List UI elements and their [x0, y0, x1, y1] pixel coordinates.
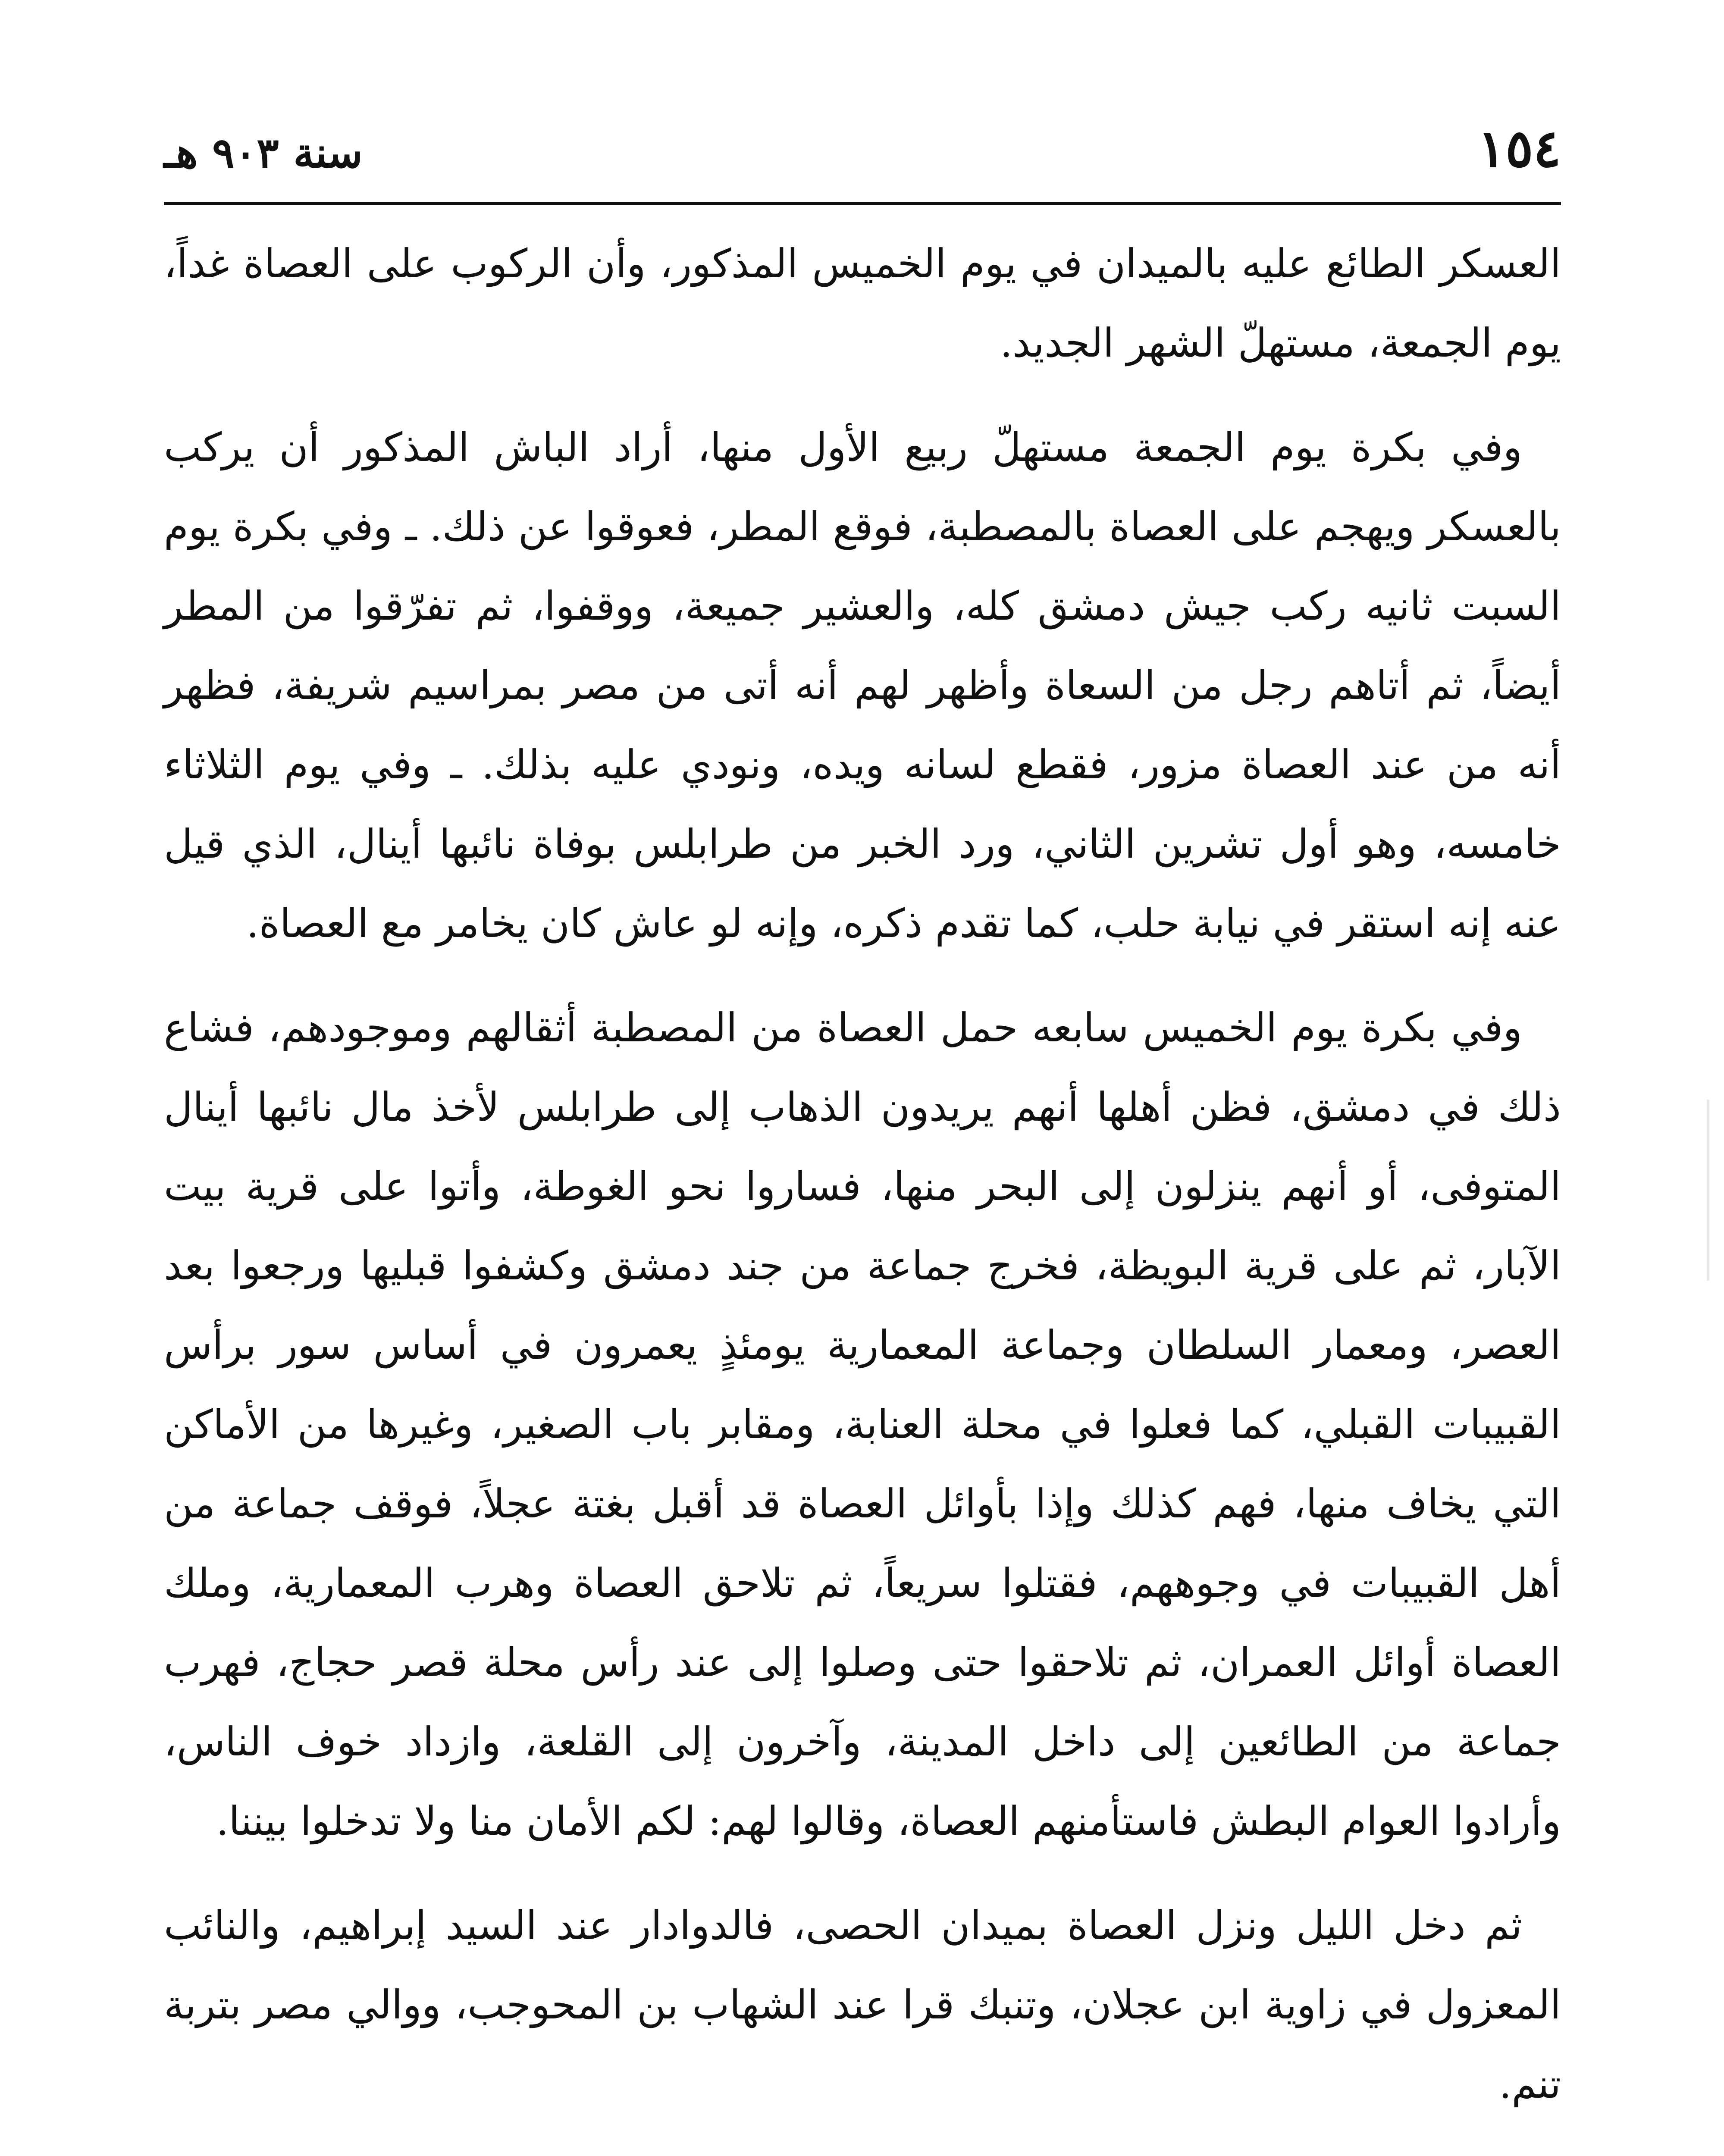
page-edge-mark: [1707, 1100, 1709, 1281]
page-number: ١٥٤: [1477, 118, 1561, 179]
paragraph: وفي بكرة يوم الخميس سابعه حمل العصاة من المصطبة أثقالهم وموجودهم، فشاع ذلك في دمشق، فظن أهلها أنهم يريدون الذهاب إلى طرابلس لأخذ مال نائبها أينال المتوفى، أو أنهم ينزلون إلى البحر منها، فساروا نحو الغوطة، وأتوا على قرية بيت الآبار، ثم على قرية البويظة، فخرج جماعة من جند دمشق وكشفوا قبليها ورجعوا بعد العصر، ومعمار السلطان وجماعة المعمارية يومئذٍ يعمرون في أساس سور برأس القبيبات القبلي، كما فعلوا في محلة العنابة، ومقابر باب الصغير، وغيرها من الأماكن التي يخاف منها، فهم كذلك وإذا بأوائل العصاة قد أقبل بغتة عجلاً، فوقف جماعة من أهل القبيبات في وجوههم، فقتلوا سريعاً، ثم تلاحق العصاة وهرب المعمارية، وملك العصاة أوائل العمران، ثم تلاحقوا حتى وصلوا إلى عند رأس محلة قصر حجاج، فهرب جماعة من الطائعين إلى داخل المدينة، وآخرون إلى القلعة، وازداد خوف الناس، وأرادوا العوام البطش فاستأمنهم العصاة، وقالوا لهم: لكم الأمان منا ولا تدخلوا بيننا.: [164, 1005, 1561, 1844]
paragraph: ثم دخل الليل ونزل العصاة بميدان الحصى، فالدوادار عند السيد إبراهيم، والنائب المعزول في زاوية ابن عجلان، وتنبك قرا عند الشهاب بن المحوجب، ووالي مصر بتربة تنم.: [164, 1902, 1561, 2107]
running-header: [164, 108, 1561, 198]
main-text-block: [164, 224, 1561, 2156]
header-divider: [164, 202, 1561, 205]
paragraph-continuation: العسكر الطائع عليه بالميدان في يوم الخميس المذكور، وأن الركوب على العصاة غداً، يوم الجمعة، مستهلّ الشهر الجديد.: [164, 241, 1561, 366]
paragraph: [164, 2149, 1561, 2156]
paragraph: وفي بكرة يوم الجمعة مستهلّ ربيع الأول منها، أراد الباش المذكور أن يركب بالعسكر ويهجم على العصاة بالمصطبة، فوقع المطر، فعوقوا عن ذلك. ـ وفي بكرة يوم السبت ثانيه ركب جيش دمشق كله، والعشير جميعة، ووقفوا، ثم تفرّقوا من المطر أيضاً، ثم أتاهم رجل من السعاة وأظهر لهم أنه أتى من مصر بمراسيم شريفة، فظهر أنه من عند العصاة مزور، فقطع لسانه ويده، ونودي عليه بذلك. ـ وفي يوم الثلاثاء خامسه، وهو أول تشرين الثاني، ورد الخبر من طرابلس بوفاة نائبها أينال، الذي قيل عنه إنه استقر في نيابة حلب، كما تقدم ذكره، وإنه لو عاش كان يخامر مع العصاة.: [164, 424, 1561, 946]
running-title: سنة ٩٠٣ هـ: [164, 128, 363, 177]
